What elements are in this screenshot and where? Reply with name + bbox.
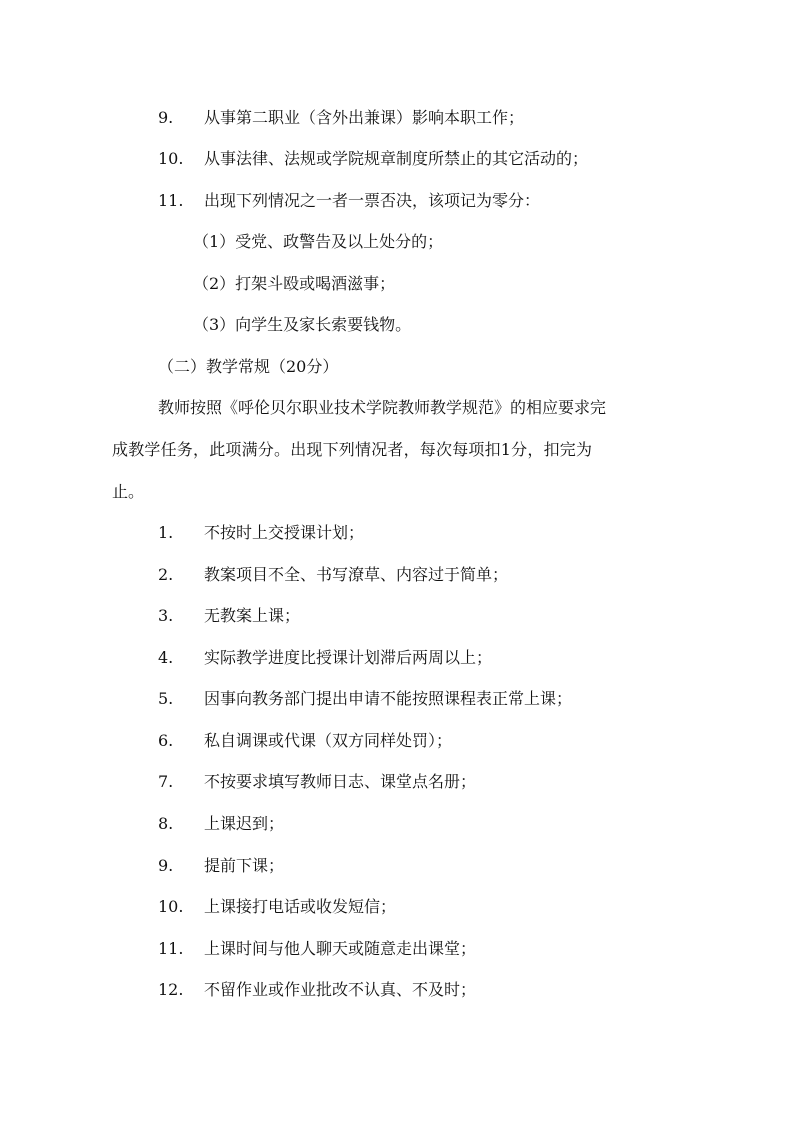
item-text: 不按要求填写教师日志、课堂点名册；: [204, 772, 477, 791]
item-text: 因事向教务部门提出申请不能按照课程表正常上课；: [204, 689, 573, 708]
item-text: 从事法律、法规或学院规章制度所禁止的其它活动的；: [204, 149, 589, 168]
item-number: 2.: [158, 565, 174, 584]
item-number: 10.: [158, 149, 184, 168]
item-text: 出现下列情况之一者一票否决，该项记为零分：: [204, 191, 541, 210]
item-text: 上课接打电话或收发短信；: [204, 897, 397, 916]
item-text: 私自调课或代课（双方同样处罚）；: [204, 731, 453, 750]
item-text: 上课迟到；: [204, 814, 285, 833]
item-number: 11.: [158, 191, 184, 210]
paragraph-line: 教师按照《呼伦贝尔职业技术学院教师教学规范》的相应要求完: [158, 398, 607, 417]
item-number: 1.: [158, 523, 174, 542]
item-number: 9.: [158, 856, 174, 875]
item-number: 4.: [158, 648, 174, 667]
item-number: 3.: [158, 606, 174, 625]
paragraph-line: 止。: [112, 482, 145, 501]
item-number: 8.: [158, 814, 174, 833]
paragraph-line: 成教学任务，此项满分。出现下列情况者，每次每项扣1分，扣完为: [112, 440, 593, 459]
item-text: 不留作业或作业批改不认真、不及时；: [204, 980, 477, 999]
item-text: 提前下课；: [204, 856, 285, 875]
item-text: 不按时上交授课计划；: [204, 523, 365, 542]
item-text: 上课时间与他人聊天或随意走出课堂；: [204, 939, 477, 958]
item-number: 7.: [158, 772, 174, 791]
sub-item: （1）受党、政警告及以上处分的；: [193, 232, 444, 251]
sub-item: （2）打架斗殴或喝酒滋事；: [193, 274, 396, 293]
item-text: 无教案上课；: [204, 606, 301, 625]
item-number: 9.: [158, 108, 174, 127]
section-heading: （二）教学常规（20分）: [158, 357, 339, 376]
item-text: 实际教学进度比授课计划滞后两周以上；: [204, 648, 493, 667]
sub-item: （3）向学生及家长索要钱物。: [193, 315, 412, 334]
item-number: 10.: [158, 897, 184, 916]
item-text: 教案项目不全、书写潦草、内容过于简单；: [204, 565, 509, 584]
item-text: 从事第二职业（含外出兼课）影响本职工作；: [204, 108, 525, 127]
item-number: 12.: [158, 980, 184, 999]
item-number: 5.: [158, 689, 174, 708]
item-number: 6.: [158, 731, 174, 750]
item-number: 11.: [158, 939, 184, 958]
